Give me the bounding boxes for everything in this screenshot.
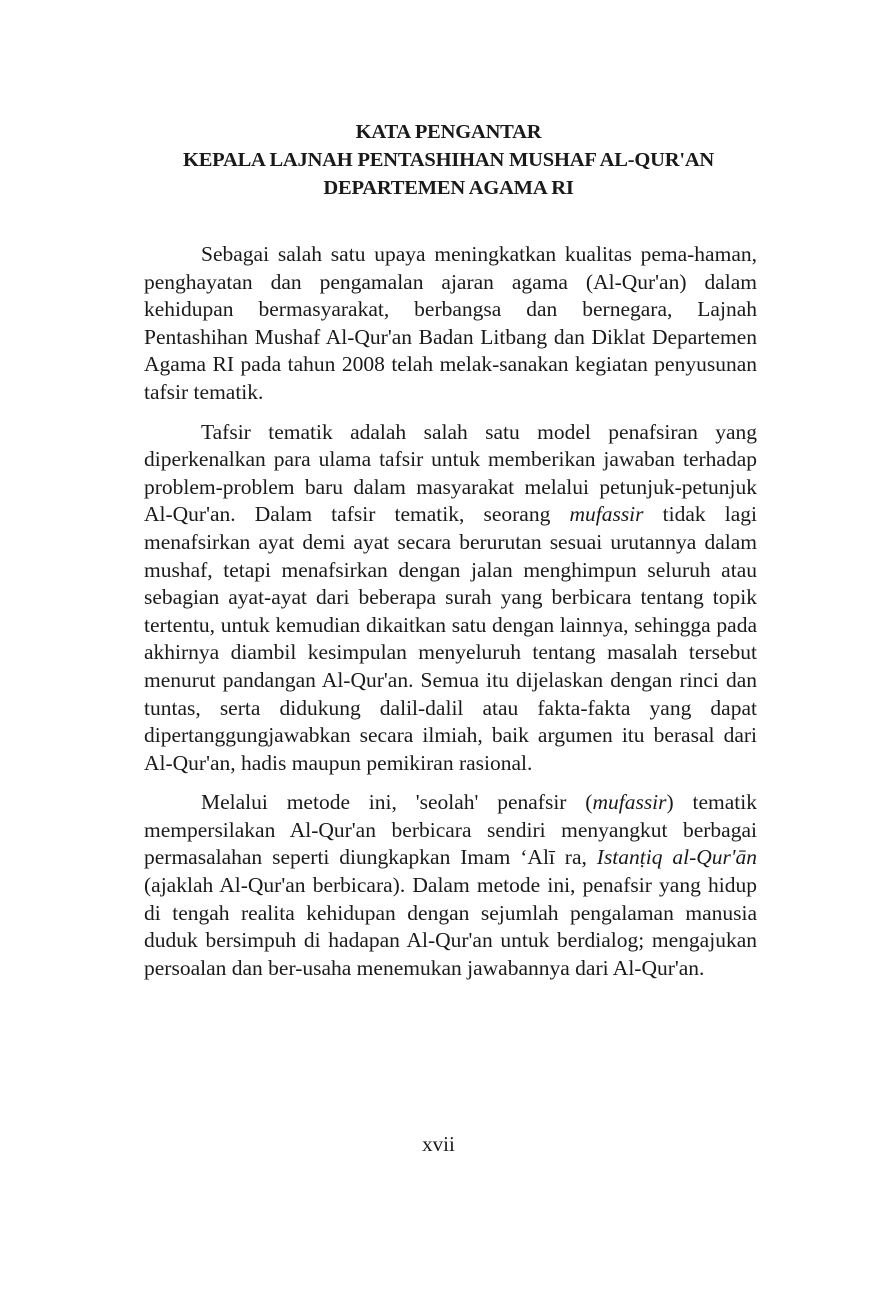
paragraph-3-text-b: ) tematik mempersilakan Al-Qur'an berbicara sendiri menyangkut berbagai permasalahan seperti diungkapkan Imam ‘Alī ra, (144, 790, 757, 870)
paragraph-1 (144, 241, 757, 407)
paragraph-3-text-a: Melalui metode ini, 'seolah' penafsir ( (201, 790, 593, 815)
body-text (144, 241, 757, 994)
paragraph-2 (144, 419, 757, 778)
page-heading (120, 118, 777, 202)
page-number: xvii (422, 1132, 455, 1156)
heading-line-3: DEPARTEMEN AGAMA RI (323, 177, 574, 199)
paragraph-2-text-a: Tafsir tematik adalah salah satu model penafsiran yang diperkenalkan para ulama tafsir untuk memberikan jawaban terhadap problem-problem baru dalam masyarakat melalui petunjuk-petunjuk Al-Qur'an. Dalam tafsir tematik, seorang (144, 419, 757, 527)
term-mufassir: mufassir (569, 502, 644, 527)
paragraph-2-text-b: tidak lagi menafsirkan ayat demi ayat secara berurutan sesuai urutannya dalam mushaf, tetapi menafsirkan dengan jalan menghimpun seluruh atau sebagian ayat-ayat dari beberapa surah yang berbicara tentang topik tertentu, untuk kemudian dikaitkan satu dengan lainnya, sehingga pada akhirnya diambil kesimpulan menyeluruh tentang masalah tersebut menurut pandangan Al-Qur'an. Semua itu dijelaskan dengan rinci dan tuntas, serta didukung dalil-dalil atau fakta-fakta yang dapat dipertanggungjawabkan secara ilmiah, baik argumen itu berasal dari Al-Qur'an, hadis maupun pemikiran rasional. (144, 502, 758, 775)
paragraph-1-text: Sebagai salah satu upaya meningkatkan kualitas pema-haman, penghayatan dan pengamalan ajaran agama (Al-Qur'an) dalam kehidupan bermasyarakat, berbangsa dan bernegara, Lajnah Pentashihan Mushaf Al-Qur'an Badan Litbang dan Diklat Departemen Agama RI pada tahun 2008 telah melak-sanakan kegiatan penyusunan tafsir tematik. (144, 242, 757, 404)
heading-line-2: KEPALA LAJNAH PENTASHIHAN MUSHAF AL-QUR'AN (182, 149, 715, 171)
paragraph-3 (144, 789, 757, 982)
term-mufassir: mufassir (592, 790, 667, 815)
term-istantiq: Istanṭiq al-Qur'ān (596, 845, 757, 870)
heading-line-1: KATA PENGANTAR (355, 121, 542, 143)
paragraph-3-text-c: (ajaklah Al-Qur'an berbicara). Dalam metode ini, penafsir yang hidup di tengah realita kehidupan dengan sejumlah pengalaman manusia duduk bersimpuh di hadapan Al-Qur'an untuk berdialog; mengajukan persoalan dan ber-usaha menemukan jawabannya dari Al-Qur'an. (144, 873, 757, 980)
